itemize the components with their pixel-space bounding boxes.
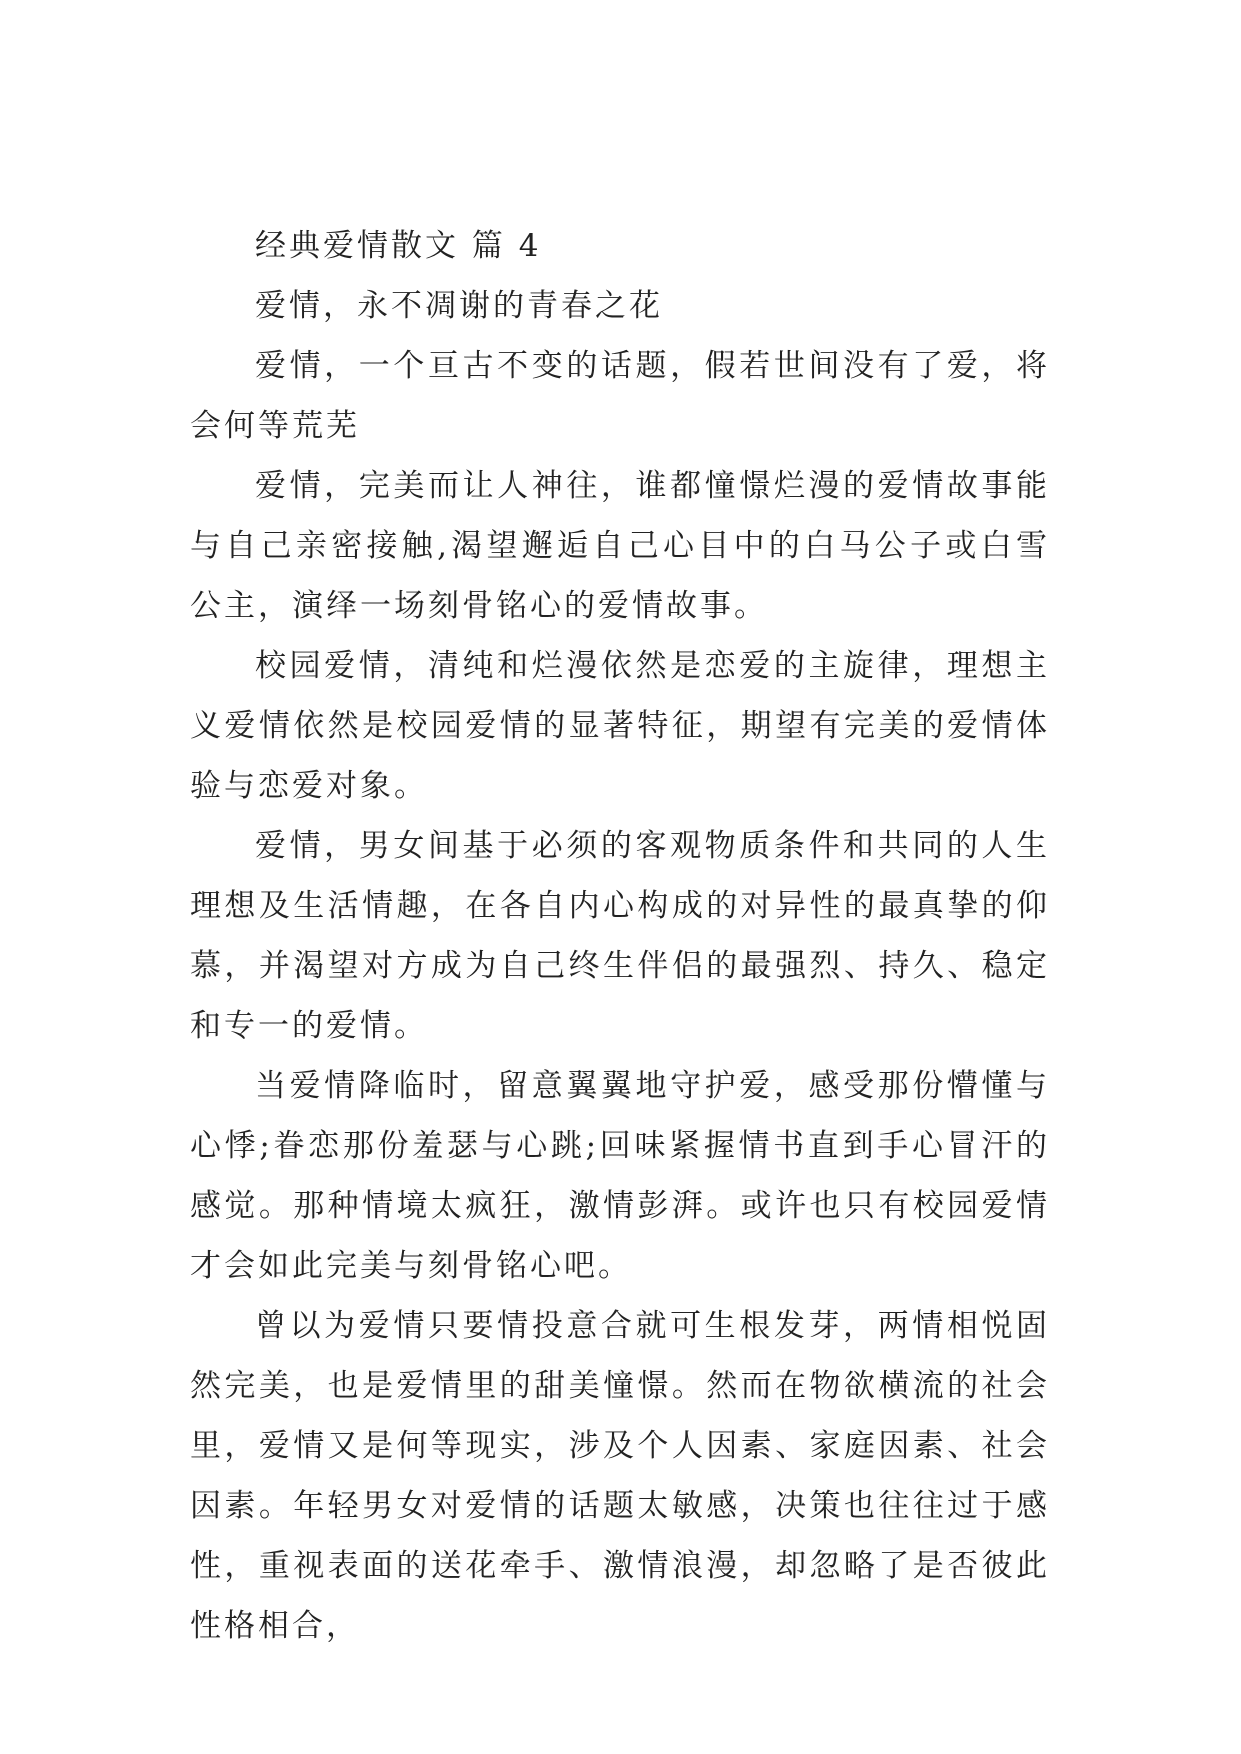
paragraph: 爱情，一个亘古不变的话题，假若世间没有了爱，将会何等荒芜 — [190, 348, 1050, 444]
document-subtitle: 爱情，永不凋谢的青春之花 — [255, 288, 663, 324]
document-body — [190, 216, 1050, 1656]
paragraph: 爱情，男女间基于必须的客观物质条件和共同的人生理想及生活情趣，在各自内心构成的对异性的最真挚的仰慕，并渴望对方成为自己终生伴侣的最强烈、持久、稳定和专一的爱情。 — [190, 828, 1050, 1044]
paragraph: 曾以为爱情只要情投意合就可生根发芽，两情相悦固然完美，也是爱情里的甜美憧憬。然而在物欲横流的社会里，爱情又是何等现实，涉及个人因素、家庭因素、社会因素。年轻男女对爱情的话题太敏感，决策也往往过于感性，重视表面的送花牵手、激情浪漫，却忽略了是否彼此性格相合， — [190, 1308, 1050, 1644]
paragraph: 当爱情降临时，留意翼翼地守护爱，感受那份懵懂与心悸;眷恋那份羞瑟与心跳;回味紧握情书直到手心冒汗的感觉。那种情境太疯狂，激情彭湃。或许也只有校园爱情才会如此完美与刻骨铭心吧。 — [190, 1068, 1050, 1284]
document-heading: 经典爱情散文 篇 4 — [255, 228, 542, 264]
paragraph: 校园爱情，清纯和烂漫依然是恋爱的主旋律，理想主义爱情依然是校园爱情的显著特征，期望有完美的爱情体验与恋爱对象。 — [190, 648, 1050, 804]
paragraph: 爱情，完美而让人神往，谁都憧憬烂漫的爱情故事能与自己亲密接触,渴望邂逅自己心目中的白马公子或白雪公主，演绎一场刻骨铭心的爱情故事。 — [190, 468, 1050, 624]
